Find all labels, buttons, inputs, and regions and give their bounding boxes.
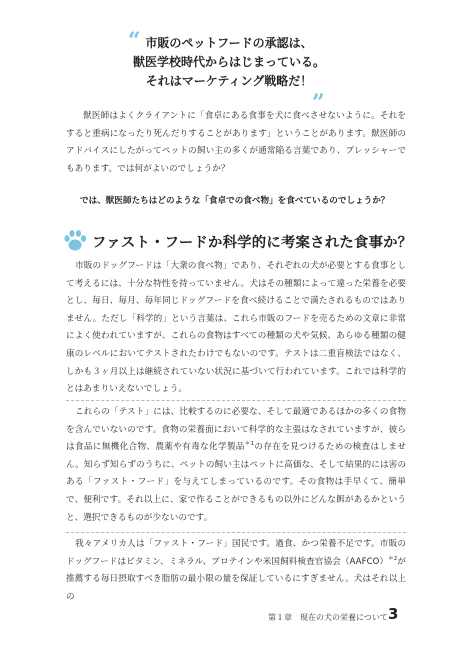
paragraph-americans — [66, 536, 406, 606]
footnote-ref-2: ＊2 — [388, 555, 398, 562]
paragraph-americans-text-b: が推薦する毎日摂取すべき脂肪の最小限の量を保証しているにすぎません。犬はそれ以上の — [66, 556, 406, 602]
quote-line-1: 市販のペットフードの承認は、 — [145, 36, 313, 50]
section-divider — [66, 400, 406, 401]
footnote-ref-1: ＊1 — [244, 441, 255, 448]
open-quote-icon: “ — [128, 28, 141, 54]
paw-print-icon — [62, 228, 88, 254]
paragraph-fast-food-text: 市販のドッグフードは「大衆の食べ物」であり、それぞれの犬が必要とする食事として考えるには、十分な特性を持っていません。犬はその種類によって違った栄養を必要とし、毎日、毎月、毎年同じドッグフードを食べ続けることで満たされるものではありません。ただし「科学的」という言葉は、これら市販のフードを売るための文章に非常によく使われていますが、これらの食物はすべての種類の犬や気候、あらゆる種類の健康のレベルにおいてテストされたわけでもないのです。テストは二重盲検法ではなく、しかも３ヶ月以上は継続されていない状況に基づいて行われています。これでは科学的とはあまりいえないでしょう。 — [66, 261, 406, 395]
paragraph-americans-text-a: 我々アメリカ人は「ファスト・フード」国民です。過食、かつ栄養不足です。市販のドッグフードはビタミン、ミネラル、プロテインや米国飼料検査官協会（AAFCO） — [66, 539, 406, 567]
page-number: 3 — [388, 605, 399, 623]
question-text: では、獣医師たちはどのような「食卓での食べ物」を食べているのでしょうか？ — [80, 196, 390, 206]
quote-line-3: それはマーケティング戦略だ！ — [145, 74, 313, 88]
paragraph-tests — [66, 404, 406, 527]
intro-paragraph — [66, 108, 406, 178]
chapter-footer: 第１章 現在の犬の栄養について — [268, 613, 388, 622]
quote-line-2: 獣医学校時代からはじまっている。 — [132, 55, 325, 69]
section-divider — [66, 532, 406, 533]
paragraph-tests-text-a: これらの「テスト」には、比較するのに必要な、そして最適であるほかの多くの食物を含んでいないのです。食物の栄養面において科学的な主張はなされていますが、彼らは食品に無機化合物、農薬や有毒な化学製品 — [66, 407, 406, 453]
section-heading: ファスト・フードか科学的に考案された食事か？ — [92, 235, 413, 251]
paragraph-fast-food — [66, 258, 406, 399]
intro-paragraph-text: 獣医師はよくクライアントに「食卓にある食事を犬に食べさせないように。それをすると重病になったり死んだりすることがあります」ということがあります。獣医師のアドバイスにしたがってペットの飼い主の多くが通常陥る言葉であり、プレッシャーでもあります。では何がよいのでしょうか？ — [66, 111, 406, 174]
paragraph-tests-text-b: の存在を見つけるための検査はしません。知らず知らずのうちに、ペットの飼い主はペットに高価な、そして結果的には害のある「ファスト・フード」を与えてしまっているのです。その食物は手早くて、簡単で、便利です。それ以上に、家で作ることができるもの以外にどんな餌があるかというと、選択できるものが少ないのです。 — [66, 442, 406, 523]
pull-quote — [0, 34, 458, 91]
close-quote-icon: ” — [312, 90, 325, 116]
